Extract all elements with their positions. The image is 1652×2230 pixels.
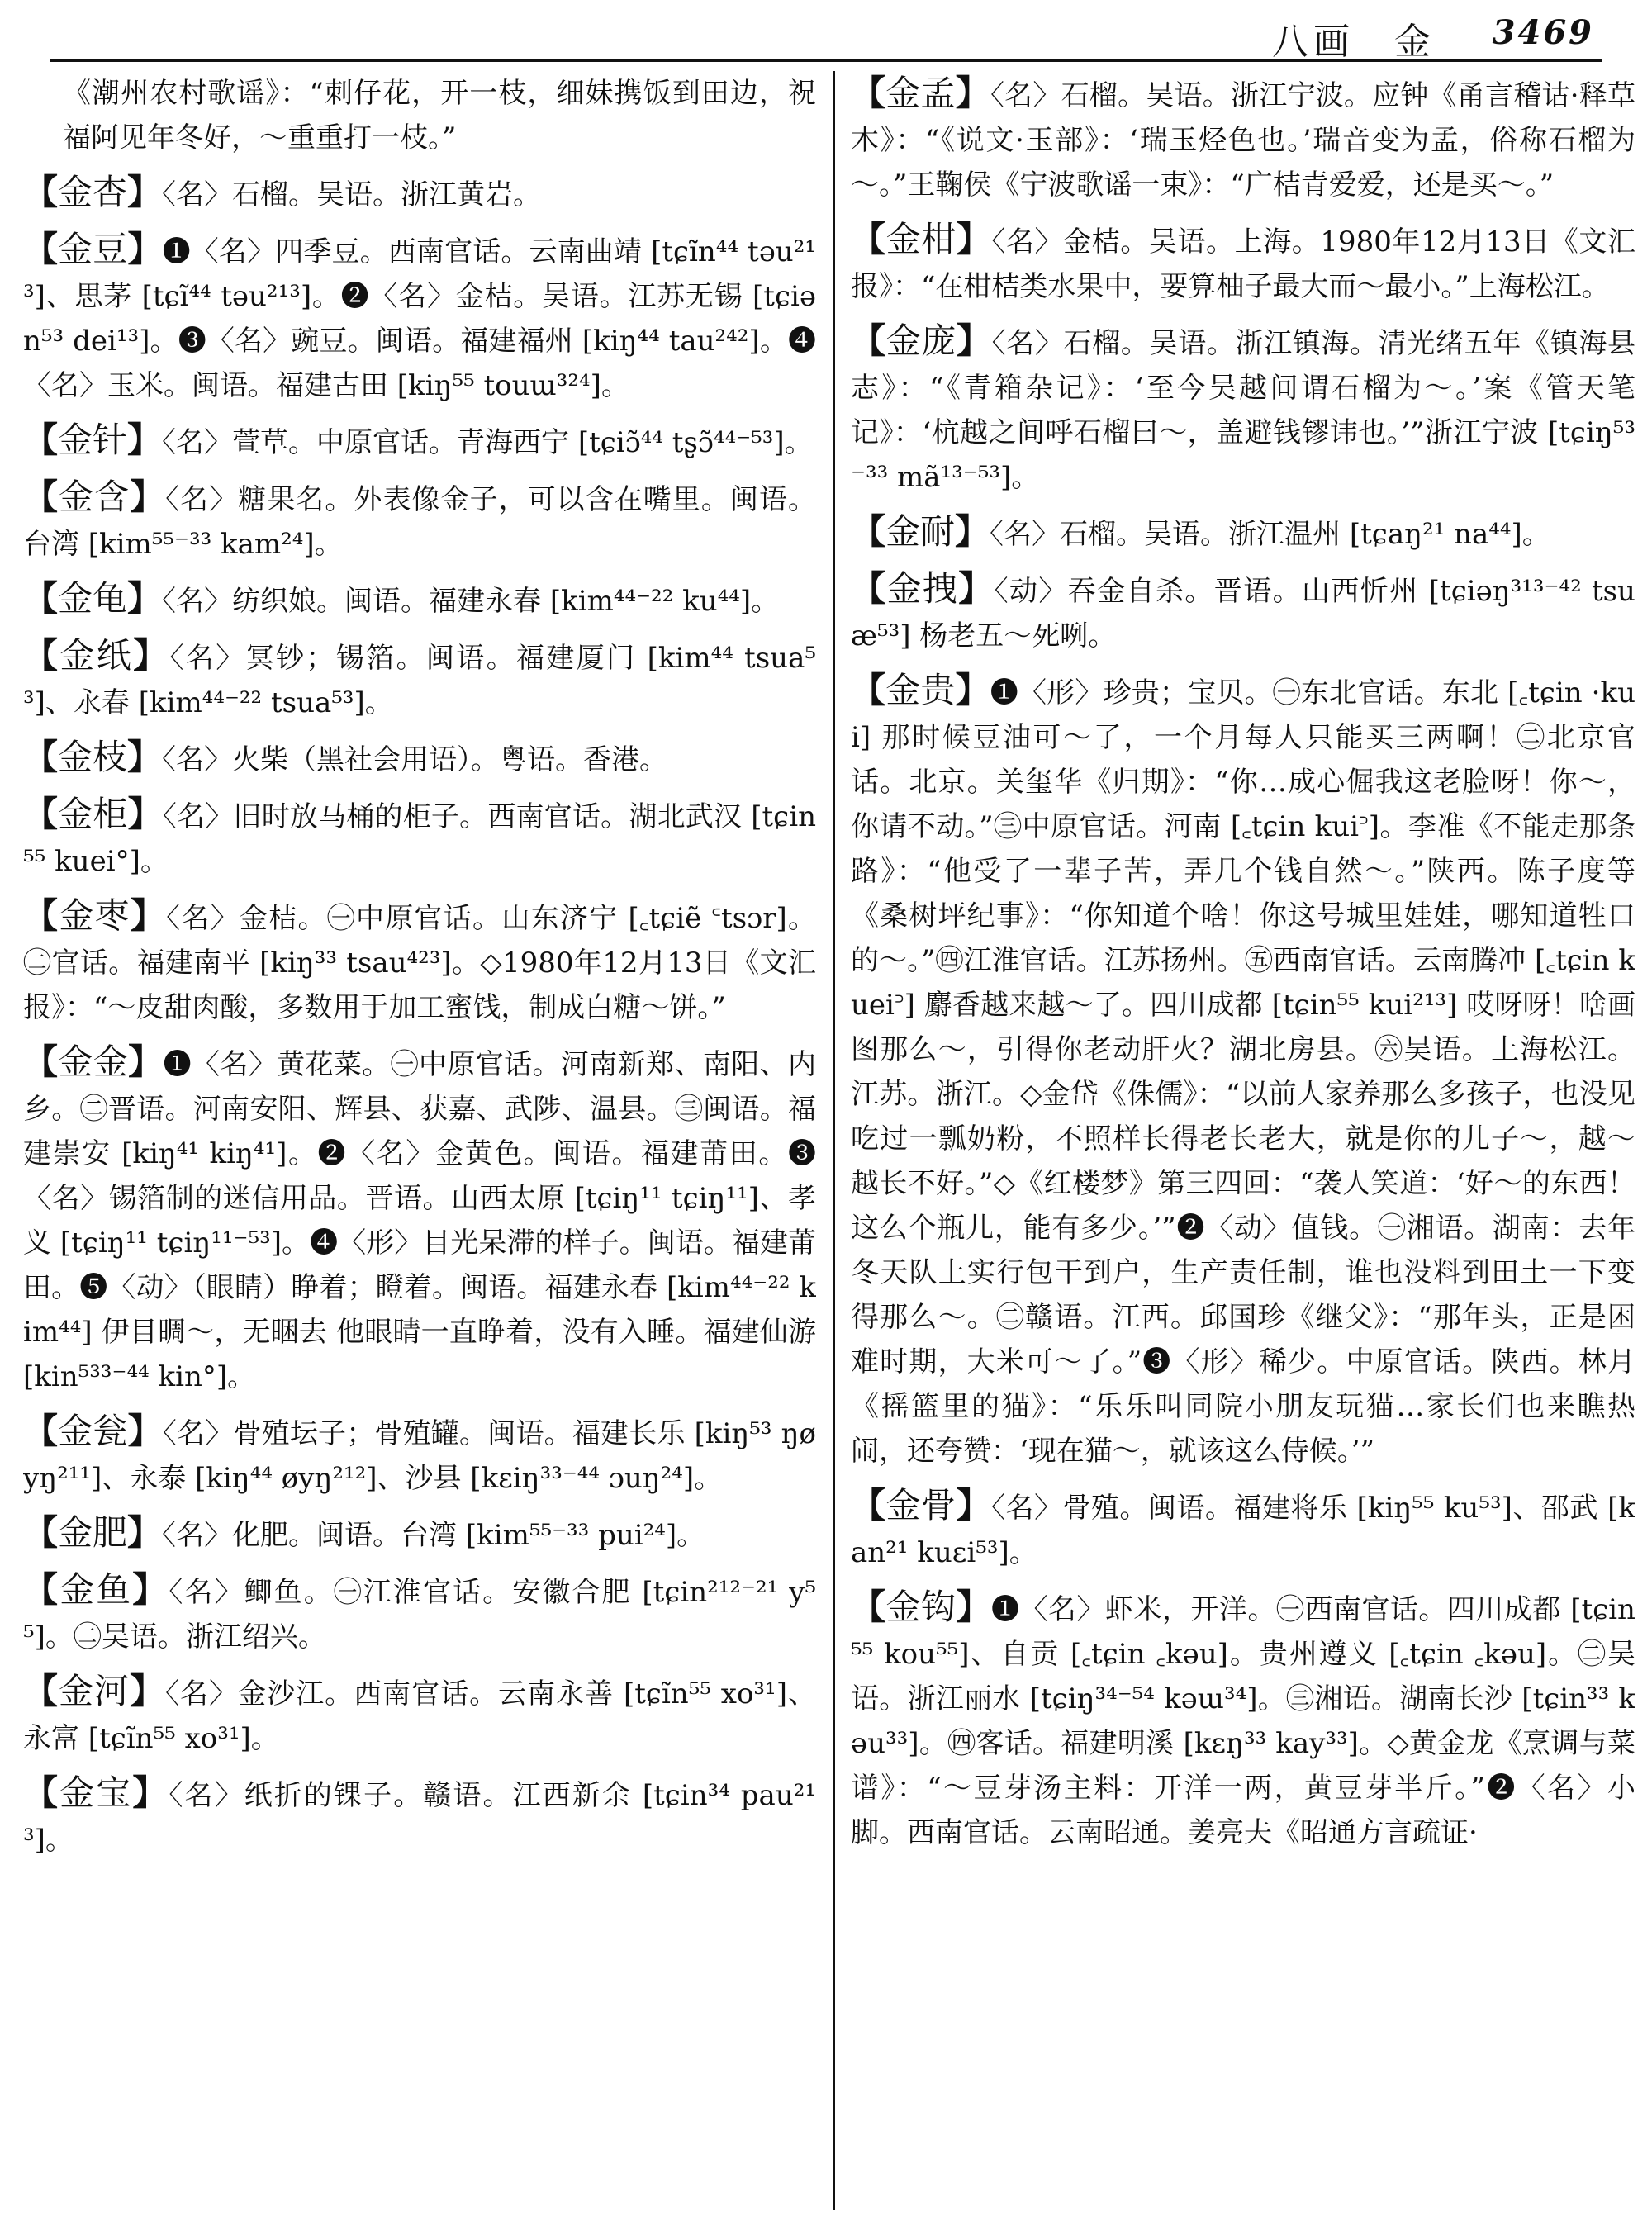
entry-headword: 【金金】: [23, 1041, 164, 1082]
dictionary-entry: [23, 1568, 816, 1659]
dictionary-entry: [23, 1669, 816, 1761]
dictionary-entry: [23, 71, 816, 160]
entry-headword: 【金柜】: [23, 794, 163, 834]
entry-headword: 【金耐】: [851, 511, 990, 552]
entry-definition: 〈名〉金桔。吴语。上海。1980年12月13日《文汇报》：“在柑桔类水果中，要算柚子最大而～最小。”上海松江。: [851, 225, 1635, 303]
entry-definition: 〈名〉冥钞；锡箔。闽语。福建厦门 [kim⁴⁴ tsua⁵³]、永春 [kim⁴⁴⁻²² tsua⁵³]。: [23, 642, 816, 719]
entry-headword: 【金庞】: [851, 320, 992, 361]
page-number: 3469: [1492, 13, 1594, 52]
entry-definition: 〈名〉石榴。吴语。浙江黄岩。: [162, 178, 542, 211]
entry-definition: 〈名〉纸折的锞子。赣语。江西新余 [tɕin³⁴ pau²¹³]。: [23, 1779, 816, 1857]
entry-headword: 【金宝】: [23, 1772, 169, 1813]
entry-definition: 《潮州农村歌谣》：“刺仔花，开一枝，细妹携饭到田边，祝福阿见年冬好，～重重打一枝。”: [63, 77, 816, 154]
entry-headword: 【金钩】: [851, 1587, 991, 1627]
dictionary-entry: [23, 1040, 816, 1399]
dictionary-entry: [851, 567, 1635, 658]
dictionary-entry: [851, 510, 1635, 557]
entry-headword: 【金瓮】: [23, 1411, 163, 1451]
dictionary-entry: [851, 668, 1635, 1473]
entry-definition: ❶〈名〉虾米，开洋。㊀西南官话。四川成都 [tɕin⁵⁵ kou⁵⁵]、自贡 [꜀tɕin ꜀kəu]。贵州遵义 [꜀tɕin ꜀kəu]。㊁吴语。浙江丽水 [tɕiŋ³⁴⁻⁵⁴ kəɯ³⁴]。㊂湘语。湖南长沙 [tɕin³³ kəu³³]。㊃客话。福建明溪 [kɛŋ³³ kay³³]。◇黄金龙《烹调与菜谱》：“～豆芽汤主料：开洋一两，黄豆芽半斤。”❷〈名〉小脚。西南官话。云南昭通。姜亮夫《昭通方言疏证·: [851, 1593, 1635, 1849]
entry-headword: 【金孟】: [851, 73, 990, 113]
dictionary-entry: [23, 576, 816, 624]
dictionary-entry: [851, 1585, 1635, 1855]
dictionary-entry: [23, 1511, 816, 1558]
dictionary-entry: [23, 1409, 816, 1501]
dictionary-entry: [851, 319, 1635, 500]
entry-headword: 【金枝】: [23, 737, 163, 777]
entry-headword: 【金肥】: [23, 1512, 163, 1553]
entry-headword: 【金豆】: [23, 229, 163, 269]
dictionary-entry: [23, 475, 816, 567]
entry-definition: 〈名〉萱草。中原官话。青海西宁 [tɕiɔ̃⁴⁴ tʂɔ̃⁴⁴⁻⁵³]。: [162, 426, 813, 459]
entry-headword: 【金拽】: [851, 568, 995, 609]
dictionary-entry: [851, 217, 1635, 309]
dictionary-entry: [851, 71, 1635, 207]
dictionary-entry: [23, 418, 816, 465]
header-character: 金: [1394, 21, 1431, 63]
entry-definition: 〈名〉旧时放马桶的柜子。西南官话。湖北武汉 [tɕin⁵⁵ kuei°]。: [23, 800, 816, 878]
dictionary-entry: [23, 735, 816, 782]
entry-definition: 〈名〉石榴。吴语。浙江宁波。应钟《甬言稽诂·释草木》：“《说文·玉部》：‘瑞玉烃色也。’瑞音变为孟，俗称石榴为～。”王鞠侯《宁波歌谣一束》：“广桔青爱爱，还是买～。”: [851, 79, 1635, 202]
right-column: [851, 71, 1635, 2210]
dictionary-entry: [23, 633, 816, 725]
entry-definition: 〈名〉石榴。吴语。浙江温州 [tɕaŋ²¹ na⁴⁴]。: [990, 518, 1550, 551]
dictionary-entry: [23, 894, 816, 1030]
entry-definition: 〈名〉骨殖。闽语。福建将乐 [kiŋ⁵⁵ ku⁵³]、邵武 [kan²¹ kuɛi⁵³]。: [851, 1492, 1635, 1569]
entry-definition: 〈名〉火柴（黑社会用语）。粤语。香港。: [162, 743, 668, 776]
dictionary-entry: [23, 792, 816, 884]
entry-headword: 【金枣】: [23, 895, 167, 936]
entry-headword: 【金柑】: [851, 219, 992, 259]
entry-definition: 〈名〉金沙江。西南官话。云南永善 [tɕĩn⁵⁵ xo³¹]、永富 [tɕĩn⁵⁵ xo³¹]。: [23, 1677, 816, 1755]
left-column: [23, 71, 816, 2210]
entry-headword: 【金骨】: [851, 1485, 991, 1525]
page-header: [50, 8, 1602, 62]
entry-definition: ❶〈形〉珍贵；宝贝。㊀东北官话。东北 [꜀tɕin ·kui] 那时候豆油可～了，一个月每人只能买三两啊！㊁北京官话。北京。关玺华《归期》：“你…成心倔我这老脸呀！你～，你请不动。”㊂中原官话。河南 [꜀tɕin kui꜄]。李准《不能走那条路》：“他受了一辈子苦，弄几个钱自然～。”陕西。陈子度等《桑树坪纪事》：“你知道个啥！你这号城里娃娃，哪知道牲口的～。”㊃江淮官话。江苏扬州。㊄西南官话。云南腾冲 [꜀tɕin kuei꜄] 麝香越来越～了。四川成都 [tɕin⁵⁵ kui²¹³] 哎呀呀！啥画图那么～，引得你老动肝火？湖北房县。㊅吴语。上海松江。江苏。浙江。◇金岱《侏儒》：“以前人家养那么多孩子，也没见吃过一瓢奶粉，不照样长得老长老大，就是你的儿子～，越～越长不好。”◇《红楼梦》第三四回：“袭人笑道：‘好～的东西！这么个瓶儿，能有多少。’”❷〈动〉值钱。㊀湘语。湖南：去年冬天队上实行包干到户，生产责任制，谁也没料到田土一下变得那么～。㊁赣语。江西。邱国珍《继父》：“那年头，正是困难时期，大米可～了。”❸〈形〉稀少。中原官话。陕西。林月《摇篮里的猫》：“乐乐叫同院小朋友玩猫…家长们也来瞧热闹，还夸赞：‘现在猫～，就该这么侍候。’”: [851, 676, 1635, 1468]
entry-definition: 〈名〉石榴。吴语。浙江镇海。清光绪五年《镇海县志》：“《青箱杂记》：‘至今吴越间谓石榴为～。’案《管天笔记》：‘杭越之间呼石榴曰～，盖避钱镠讳也。’”浙江宁波 [tɕiŋ⁵³⁻³³ mã¹³⁻⁵³]。: [851, 327, 1635, 494]
entry-definition: 〈名〉纺织娘。闽语。福建永春 [kim⁴⁴⁻²² ku⁴⁴]。: [162, 585, 780, 618]
entry-definition: ❶〈名〉四季豆。西南官话。云南曲靖 [tɕĩn⁴⁴ təu²¹³]、思茅 [tɕĩ⁴⁴ təu²¹³]。❷〈名〉金桔。吴语。江苏无锡 [tɕiən⁵³ dei¹³]。❸〈名〉豌豆。闽语。福建福州 [kiŋ⁴⁴ tau²⁴²]。❹〈名〉玉米。闽语。福建古田 [kiŋ⁵⁵ touɯ³²⁴]。: [23, 235, 816, 402]
entry-headword: 【金含】: [23, 477, 166, 517]
dictionary-entry: [23, 170, 816, 217]
entry-headword: 【金贵】: [851, 670, 990, 710]
entry-headword: 【金龟】: [23, 578, 163, 619]
entry-headword: 【金杏】: [23, 172, 163, 212]
dictionary-entry: [23, 1771, 816, 1862]
entry-headword: 【金鱼】: [23, 1569, 169, 1610]
entry-definition: 〈名〉金桔。㊀中原官话。山东济宁 [꜀tɕiẽ ꜂tsɔr]。㊁官话。福建南平 [kiŋ³³ tsau⁴²³]。◇1980年12月13日《文汇报》：“～皮甜肉酸，多数用于加工蜜饯，制成白糖～饼。”: [23, 902, 816, 1024]
entry-definition: 〈名〉鲫鱼。㊀江淮官话。安徽合肥 [tɕin²¹²⁻²¹ y⁵⁵]。㊁吴语。浙江绍兴。: [23, 1576, 816, 1654]
entry-headword: 【金针】: [23, 420, 163, 460]
entry-definition: 〈动〉吞金自杀。晋语。山西忻州 [tɕiəŋ³¹³⁻⁴² tsuæ⁵³] 杨老五～死咧。: [851, 575, 1635, 652]
entry-headword: 【金河】: [23, 1671, 166, 1711]
entry-definition: 〈名〉糖果名。外表像金子，可以含在嘴里。闽语。台湾 [kim⁵⁵⁻³³ kam²⁴]。: [23, 483, 816, 561]
entry-definition: 〈名〉骨殖坛子；骨殖罐。闽语。福建长乐 [kiŋ⁵³ ŋøyŋ²¹¹]、永泰 [kiŋ⁴⁴ øyŋ²¹²]、沙县 [kɛiŋ³³⁻⁴⁴ ɔuŋ²⁴]。: [23, 1417, 816, 1495]
dictionary-entry: [23, 227, 816, 408]
entry-definition: 〈名〉化肥。闽语。台湾 [kim⁵⁵⁻³³ pui²⁴]。: [162, 1519, 705, 1552]
column-divider: [833, 71, 835, 2210]
entry-headword: 【金纸】: [23, 635, 170, 676]
dictionary-entry: [851, 1483, 1635, 1575]
section-label: 八画: [1272, 21, 1355, 63]
entry-definition: ❶〈名〉黄花菜。㊀中原官话。河南新郑、南阳、内乡。㊁晋语。河南安阳、辉县、获嘉、武陟、温县。㊂闽语。福建崇安 [kiŋ⁴¹ kiŋ⁴¹]。❷〈名〉金黄色。闽语。福建莆田。❸〈名〉锡箔制的迷信用品。晋语。山西太原 [tɕiŋ¹¹ tɕiŋ¹¹]、孝义 [tɕiŋ¹¹ tɕiŋ¹¹⁻⁵³]。❹〈形〉目光呆滞的样子。闽语。福建莆田。❺〈动〉（眼睛）睁着；瞪着。闽语。福建永春 [kim⁴⁴⁻²² kim⁴⁴] 伊目睭～，无睏去 他眼睛一直睁着，没有入睡。福建仙游 [kin⁵³³⁻⁴⁴ kin°]。: [23, 1048, 816, 1393]
